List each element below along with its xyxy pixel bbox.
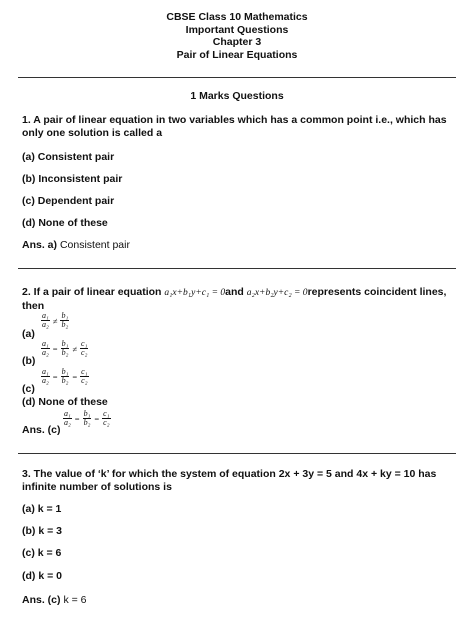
q2-option-a-math: $\frac{\text{a₁}}{\text{a₂}}$ ≠ $\frac{\text{b₁}}{\text{b₂}}$ xyxy=(42,311,69,329)
q1-option-a: (a) Consistent pair xyxy=(22,151,115,163)
q2-answer-label: Ans. (c) xyxy=(22,424,61,436)
fraction-a: $\frac{\text{a₁}}{\text{a₂}}$ xyxy=(42,311,49,329)
q1-option-b: (b) Inconsistent pair xyxy=(22,173,123,185)
q2-equation-2: a₂x+b₂y+c₂ = 0 xyxy=(246,288,308,298)
fraction-b: $\frac{\text{b₁}}{\text{b₂}}$ xyxy=(61,311,69,329)
q2-equation-1: a₁x+b₁y+c₁ = 0 xyxy=(164,288,226,298)
q1-answer-label: Ans. a) xyxy=(22,239,58,251)
q3-option-a: (a) k = 1 xyxy=(22,503,62,515)
divider-1 xyxy=(18,77,456,78)
question-1: 1. A pair of linear equation in two variables which has a common point i.e., which has only one solution is called a xyxy=(22,114,447,139)
q1-option-d: (d) None of these xyxy=(22,217,108,229)
q3-answer xyxy=(22,594,87,607)
q2-text-and: and xyxy=(225,286,244,298)
header-line-3: Chapter 3 xyxy=(212,36,262,48)
q1-answer-text: Consistent pair xyxy=(59,239,130,251)
section-title: 1 Marks Questions xyxy=(190,90,284,102)
header-line-4: Pair of Linear Equations xyxy=(176,48,298,61)
q2-option-a-label: (a) xyxy=(22,328,35,340)
q2-option-c-math: $\frac{\text{a₁}}{\text{a₂}}$ = $\frac{\text{b₁}}{\text{b₂}}$ = $\frac{\text{c₁}}{\text{c₂}}$ xyxy=(42,367,88,385)
question-2 xyxy=(22,286,454,313)
q2-answer-math: $\frac{\text{a₁}}{\text{a₂}}$ = $\frac{\text{b₁}}{\text{b₂}}$ = $\frac{\text{c₁}}{\text{c₂}}$ xyxy=(64,409,110,427)
q3-answer-label: Ans. (c) xyxy=(22,594,61,606)
header-line-2: Important Questions xyxy=(185,23,289,36)
header-line-1: CBSE Class 10 Mathematics xyxy=(166,11,308,23)
q2-text-before: 2. If a pair of linear equation xyxy=(22,286,162,298)
q3-option-c: (c) k = 6 xyxy=(22,547,62,559)
q3-option-b: (b) k = 3 xyxy=(22,525,62,537)
q2-option-b-math: $\frac{\text{a₁}}{\text{a₂}}$ = $\frac{\text{b₁}}{\text{b₂}}$ ≠ $\frac{\text{c₁}}{\text{c₂}}$ xyxy=(42,339,88,357)
q2-option-b-label: (b) xyxy=(22,355,36,367)
q2-option-d: (d) None of these xyxy=(22,396,108,408)
q1-option-c: (c) Dependent pair xyxy=(22,195,115,207)
divider-3 xyxy=(18,453,456,454)
document-header xyxy=(0,11,474,61)
q3-answer-text: k = 6 xyxy=(63,594,87,606)
question-3: 3. The value of ‘k’ for which the system of equation 2x + 3y = 5 and 4x + ky = 10 has infinite number of solutions is xyxy=(22,468,437,493)
q2-option-c-label: (c) xyxy=(22,383,35,395)
divider-2 xyxy=(18,268,456,269)
q3-option-d: (d) k = 0 xyxy=(22,570,62,582)
q2-text-after: represents coincident lines, then xyxy=(22,286,447,312)
q1-answer xyxy=(22,239,130,252)
